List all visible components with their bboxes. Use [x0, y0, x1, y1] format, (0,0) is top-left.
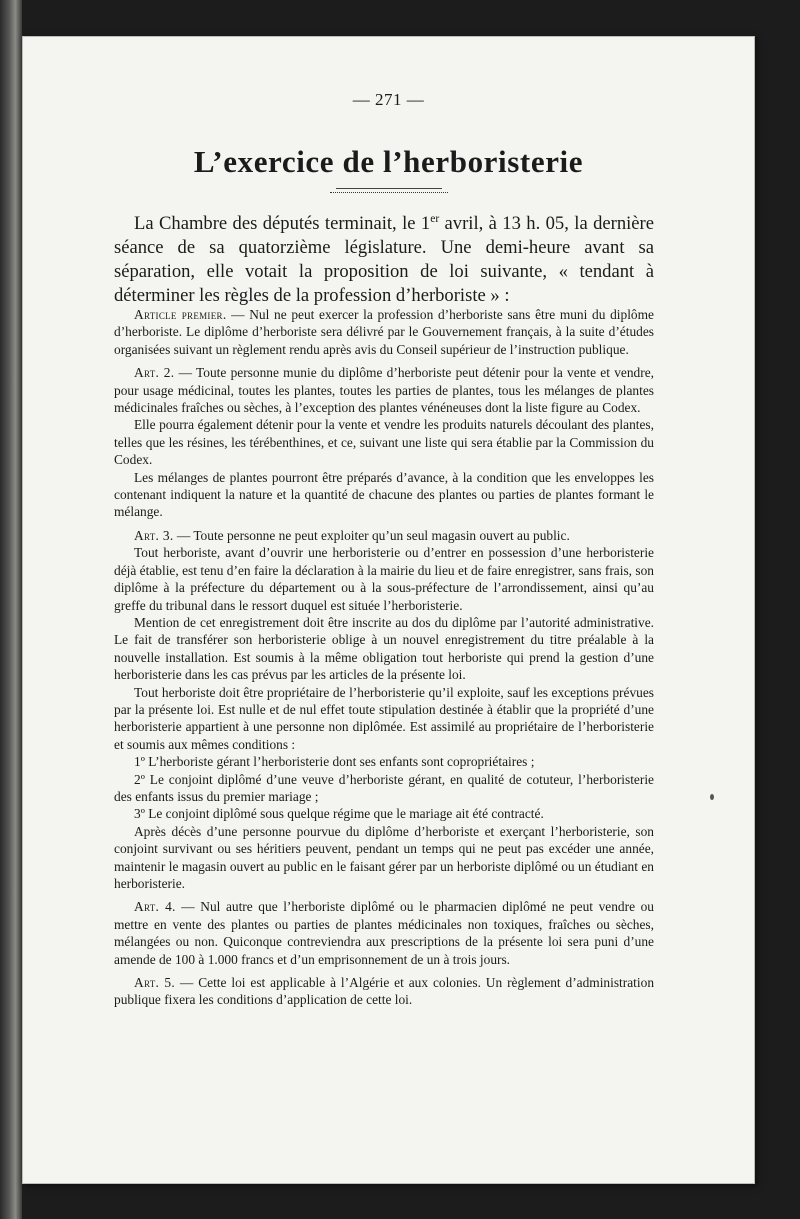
article-text: Mention de cet enregistrement doit être inscrite au dos du diplôme par l’autorité administrative. Le fait de transférer son herboristerie oblige à un nouvel enregistrement du titre préalable à la nouvelle installation. Est soumis à la même obligation tout herboriste qui prend la gestion d’une herboristerie dans les cas prévus par les articles de la présente loi. [114, 614, 654, 683]
article-text: — Nul ne peut exercer la profession d’herboriste sans être muni du diplôme d’herboriste. Le diplôme d’herboriste sera délivré par le Gouvernement français, à la suite d’études organisées suivant un règlement rendu après avis du Conseil supérieur de l’instruction publique. [114, 307, 654, 357]
article-text: 1º L’herboriste gérant l’herboristerie dont ses enfants sont copropriétaires ; [134, 754, 535, 770]
document-page [22, 36, 755, 1184]
article-text: Tout herboriste, avant d’ouvrir une herboristerie ou d’entrer en possession d’une herboristerie déjà établie, est tenu d’en faire la déclaration à la mairie du lieu et de faire enregistrer, sans frais, son diplôme à la préfecture du département ou à la sous-préfecture de l’arrondissement, ainsi qu’au greffe du tribunal dans le ressort duquel est située l’herboristerie. [114, 545, 654, 613]
page-number: — 271 — [352, 90, 425, 109]
article-paragraph [114, 823, 654, 893]
article-text: Tout herboriste doit être propriétaire de l’herboristerie qu’il exploite, sauf les exceptions prévues par la présente loi. Est nulle et de nul effet toute stipulation destinée à établir que la propriété d’une herboristerie appartient à une personne non diplômée. Est assimilé au propriétaire de l’herboristerie et soumis aux mêmes conditions : [114, 684, 654, 752]
article-paragraph [114, 544, 654, 614]
article-paragraph [114, 805, 654, 822]
article-paragraph-lead [114, 974, 654, 1009]
intro-text-b: avril, à 13 h. 05, la dernière séance de sa quatorzième législature. Une demi-heure avant sa séparation, elle votait la proposition de loi suivante, « tendant à déterminer les règles de la profession d’herboriste » : [114, 213, 654, 306]
intro-paragraph [114, 212, 654, 308]
article-text: 3º Le conjoint diplômé sous quelque régime que le mariage ait été contracté. [134, 806, 544, 822]
article-text: Après décès d’une personne pourvue du diplôme d’herboriste et exerçant l’herboristerie, son conjoint survivant ou ses héritiers peuvent, pendant un temps qui ne peut pas excéder une année, maintenir le magasin ouvert au public en le faisant gérer par un herboriste diplômé ou un étudiant en herboristerie. [114, 823, 654, 891]
intro-text-a: La Chambre des députés terminait, le 1 [134, 213, 431, 234]
scan-speck [710, 794, 714, 800]
intro-superscript: er [430, 212, 440, 225]
article-text: 2º Le conjoint diplômé d’une veuve d’herboriste gérant, en qualité de cotuteur, l’herboristerie des enfants issus du premier mariage ; [114, 771, 654, 804]
title-rule [336, 188, 442, 189]
articles-body [114, 306, 654, 1009]
article-paragraph-lead [114, 898, 654, 968]
title-rule-dotted [330, 192, 448, 193]
article-paragraph [114, 469, 654, 521]
article-text: Elle pourra également détenir pour la vente et vendre les produits naturels découlant des plantes, telles que les résines, les térébenthines, et ce, suivant une liste qui sera établie par la Commission du Codex. [114, 417, 654, 468]
article-paragraph-lead [114, 364, 654, 416]
article-paragraph-lead [114, 306, 654, 358]
article-label: Art. 4. [134, 899, 176, 915]
article-label: Article premier. [134, 307, 227, 322]
article-text: — Nul autre que l’herboriste diplômé ou le pharmacien diplômé ne peut vendre ou mettre en vente des plantes ou parties de plantes médicinales non toxiques, fraîches ou sèches, mélangées ou non. Quiconque contreviendra aux prescriptions de la présente loi sera puni d’une amende de 100 à 1.000 francs et d’un emprisonnement de un à trois jours. [114, 899, 655, 967]
article-text: Les mélanges de plantes pourront être préparés d’avance, à la condition que les enveloppes les contenant indiquent la nature et la quantité de chacune des plantes ou parties de plantes formant le mélange. [114, 469, 654, 520]
scan-left-edge [0, 0, 22, 1219]
article-label: Art. 3. [134, 527, 174, 543]
page-title: L’exercice de l’herboristerie [193, 144, 584, 179]
article-paragraph [114, 753, 654, 770]
article-paragraph [114, 416, 654, 468]
article-paragraph [114, 614, 654, 684]
article-label: Art. 5. [134, 975, 176, 991]
article-paragraph [114, 684, 654, 754]
article-paragraph [114, 771, 654, 806]
article-text: — Toute personne ne peut exploiter qu’un seul magasin ouvert au public. [173, 527, 570, 543]
article-label: Art. 2. [134, 365, 175, 381]
article-text: — Cette loi est applicable à l’Algérie et aux colonies. Un règlement d’administration publique fixera les conditions d’application de cette loi. [114, 975, 655, 1008]
article-paragraph-lead [114, 527, 654, 544]
article-text: — Toute personne munie du diplôme d’herboriste peut détenir pour la vente et vendre, pour usage médicinal, toutes les plantes, toutes les parties de plantes, tous les mélanges de plantes médicinales fraîches ou sèches, à l’exception des plantes vénéneuses dont la liste figure au Codex. [114, 365, 654, 416]
